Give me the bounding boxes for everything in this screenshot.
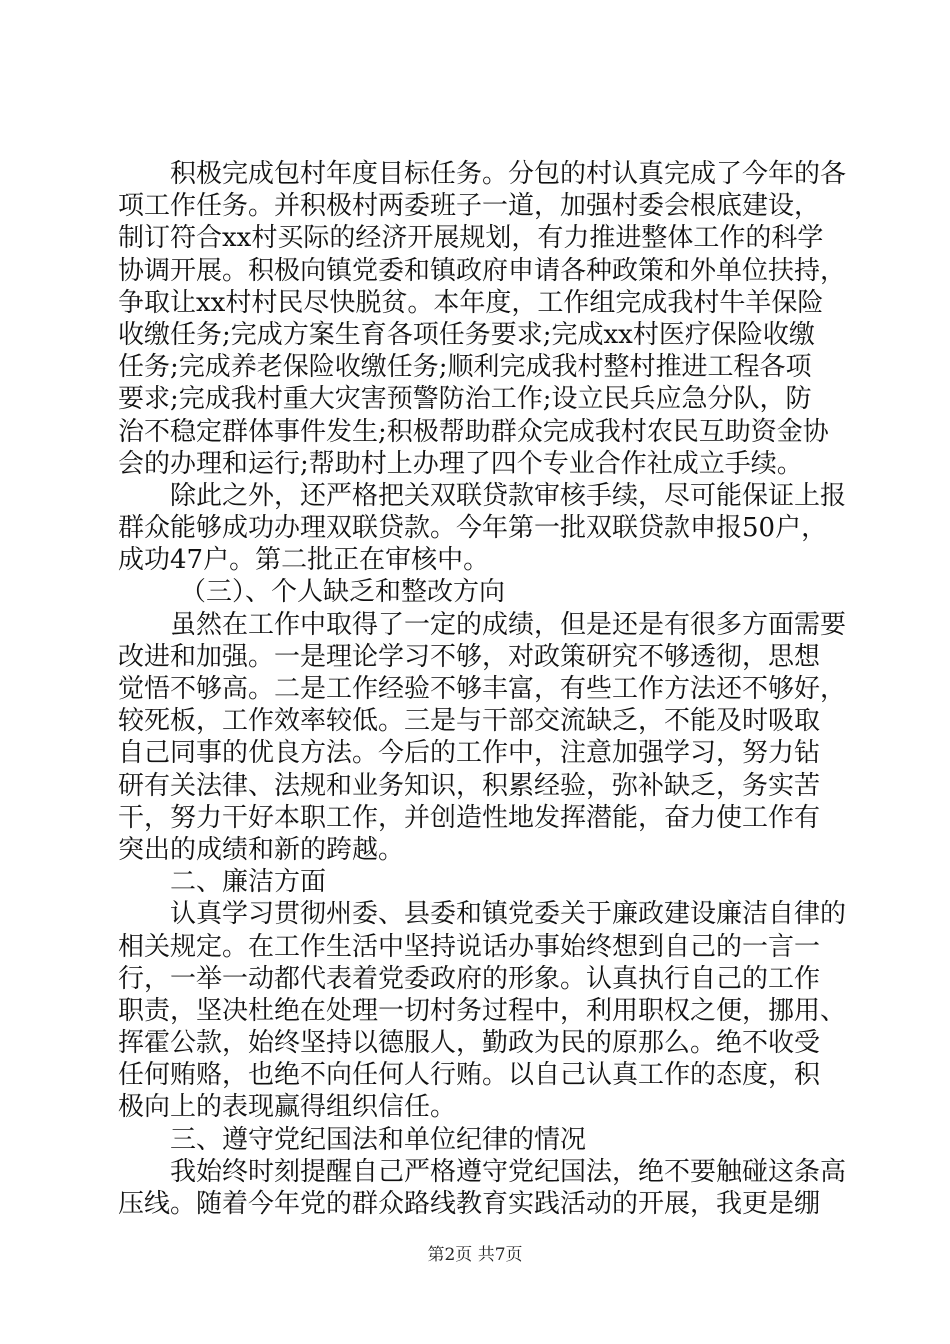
- section-heading: 二、廉洁方面: [170, 867, 327, 898]
- paragraph-line: 项工作任务。并积极村两委班子一道，加强村委会根底建设，: [118, 191, 821, 222]
- paragraph-line: 要求;完成我村重大灾害预警防治工作;设立民兵应急分队，防: [118, 384, 812, 415]
- paragraph-line: 较死板，工作效率较低。三是与干部交流缺乏，不能及时吸取: [118, 706, 821, 737]
- document-body: [118, 158, 847, 1220]
- paragraph-line: 干，努力干好本职工作，并创造性地发挥潜能，奋力使工作有: [118, 802, 821, 833]
- paragraph-line: 治不稳定群体事件发生;积极帮助群众完成我村农民互助资金协: [118, 416, 829, 447]
- paragraph-line: 制订符合xx村买际的经济开展规划，有力推进整体工作的科学: [118, 223, 824, 254]
- paragraph-line: 改进和加强。一是理论学习不够，对政策研究不够透彻，思想: [118, 641, 821, 672]
- paragraph-line: 职责，坚决杜绝在处理一切村务过程中，利用职权之便，挪用、: [118, 995, 847, 1026]
- paragraph-line: 争取让xx村村民尽快脱贫。本年度，工作组完成我村牛羊保险: [118, 287, 824, 318]
- paragraph-line: 积极完成包村年度目标任务。分包的村认真完成了今年的各: [170, 159, 847, 189]
- paragraph-line: 极向上的表现赢得组织信任。: [118, 1092, 457, 1123]
- paragraph-line: 挥霍公款，始终坚持以德服人，勤政为民的原那么。绝不收受: [118, 1028, 821, 1059]
- page-number-footer: 第2页 共7页: [427, 1245, 523, 1265]
- paragraph-line: 觉悟不够高。二是工作经验不够丰富，有些工作方法还不够好，: [118, 674, 847, 704]
- paragraph-line: 自己同事的优良方法。今后的工作中，注意加强学习，努力钻: [118, 738, 821, 769]
- paragraph-line: 任务;完成养老保险收缴任务;顺利完成我村整村推进工程各项: [118, 352, 812, 383]
- paragraph-line: 研有关法律、法规和业务知识，积累经验，弥补缺乏，务实苦: [118, 770, 821, 801]
- paragraph-line: 行，一举一动都代表着党委政府的形象。认真执行自己的工作: [118, 963, 821, 994]
- paragraph-line: 除此之外，还严格把关双联贷款审核手续，尽可能保证上报: [170, 480, 847, 511]
- section-heading: 三、遵守党纪国法和单位纪律的情况: [170, 1124, 587, 1155]
- paragraph-line: 会的办理和运行;帮助村上办理了四个专业合作社成立手续。: [118, 448, 803, 479]
- paragraph-line: 协调开展。积极向镇党委和镇政府申请各种政策和外单位扶持，: [118, 255, 847, 286]
- paragraph-line: 群众能够成功办理双联贷款。今年第一批双联贷款申报50户，: [118, 513, 828, 544]
- section-heading: （三）、个人缺乏和整改方向: [180, 577, 506, 608]
- paragraph-line: 我始终时刻提醒自己严格遵守党纪国法，绝不要触碰这条高: [170, 1156, 847, 1187]
- paragraph-line: 相关规定。在工作生活中坚持说话办事始终想到自己的一言一: [118, 931, 821, 962]
- paragraph-line: 收缴任务;完成方案生育各项任务要求;完成xx村医疗保险收缴: [118, 319, 815, 350]
- paragraph-line: 突出的成绩和新的跨越。: [118, 834, 405, 865]
- paragraph-line: 虽然在工作中取得了一定的成绩，但是还是有很多方面需要: [170, 609, 847, 640]
- paragraph-line: 成功47户。第二批正在审核中。: [118, 545, 490, 576]
- paragraph-line: 压线。随着今年党的群众路线教育实践活动的开展，我更是绷: [118, 1189, 821, 1219]
- paragraph-line: 任何贿赂，也绝不向任何人行贿。以自己认真工作的态度，积: [118, 1060, 821, 1091]
- paragraph-line: 认真学习贯彻州委、县委和镇党委关于廉政建设廉洁自律的: [170, 899, 847, 930]
